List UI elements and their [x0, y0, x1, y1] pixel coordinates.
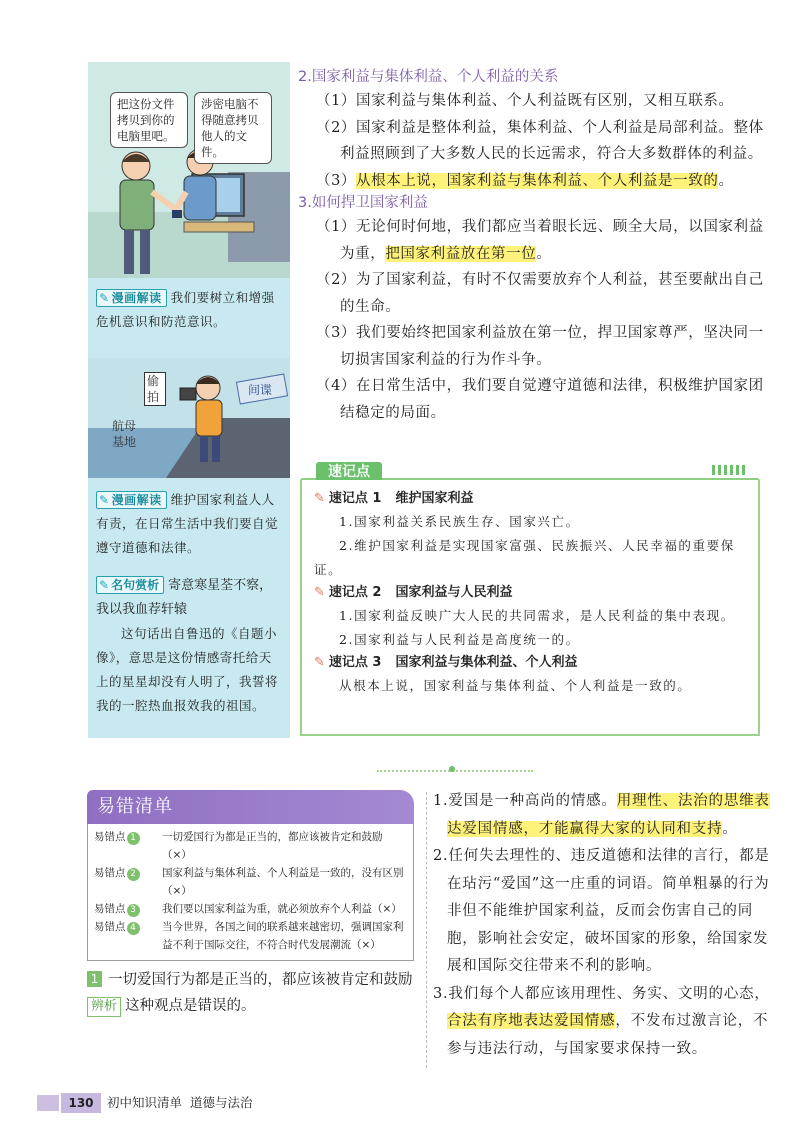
highlight: 从根本上说，国家利益与集体利益、个人利益是一致的 — [356, 172, 719, 189]
error-number: 4 — [127, 922, 140, 935]
error-label — [94, 918, 162, 954]
note-tag-2 — [96, 491, 167, 509]
error-label-text: 易错点 — [94, 867, 126, 879]
error-number: 2 — [127, 868, 140, 881]
analysis-point-1 — [433, 788, 773, 843]
memo-point-title: 国家利益与集体利益、个人利益 — [395, 655, 578, 670]
memo-point-2-line-1: 1.国家利益反映广大人民的共同需求，是人民利益的集中表现。 — [339, 608, 735, 623]
pin-icon: ✎ — [314, 585, 325, 600]
memo-point-title: 维护国家利益 — [395, 491, 474, 506]
speech-bubble-right: 涉密电脑不得随意拷贝他人的文件。 — [194, 92, 272, 164]
error-label — [94, 900, 162, 918]
item-text: （1）无论何时何地，我们都应当着眼长远、顾全大局，以国家利益为重， — [316, 219, 764, 262]
page-footer — [37, 1093, 317, 1113]
memo-point-label: 速记点 3 — [328, 655, 382, 670]
error-label-text: 易错点 — [94, 831, 126, 843]
memo-point-label: 速记点 1 — [328, 491, 382, 506]
section-2-item-3 — [298, 168, 768, 195]
quote-explanation: 这句话出自鲁迅的《自题小像》，意思是这份情感寄托给天上的星星却没有人明了，我誓将我的一腔热血报效我的祖国。 — [96, 626, 279, 713]
comic-icon: ✎ — [99, 291, 110, 305]
note-tag-1 — [96, 289, 167, 307]
memo-point-3-line-1: 从根本上说，国家利益与集体利益、个人利益是一致的。 — [339, 678, 692, 693]
footer-bar — [37, 1095, 59, 1111]
question-number: 1 — [87, 971, 102, 987]
analysis-point-3 — [433, 981, 773, 1064]
memo-tab: 速记点 — [316, 462, 382, 482]
section-3-item-1 — [298, 214, 768, 267]
pin-icon: ✎ — [314, 655, 325, 670]
error-item-1 — [94, 828, 407, 864]
error-item-4 — [94, 918, 407, 954]
quote-line — [96, 574, 282, 622]
section-divider — [377, 770, 533, 772]
memo-body — [300, 480, 760, 736]
error-question — [87, 967, 414, 993]
section-2-item-1: （1）国家利益与集体利益、个人利益既有区别，又相互联系。 — [316, 93, 734, 109]
comic-note-2 — [96, 488, 282, 560]
error-item-2 — [94, 864, 407, 900]
section-3-item-4: （4）在日常生活中，我们要自觉遵守道德和法律，积极维护国家团结稳定的局面。 — [316, 378, 764, 421]
highlight: 合法有序地表达爱国情感 — [447, 1013, 616, 1029]
error-item-3 — [94, 900, 407, 918]
page-number: 130 — [61, 1093, 101, 1113]
divider-dot — [449, 766, 455, 772]
point-suffix: ，不发布过激言论，不参与违法行动，与国家要求保持一致。 — [447, 1013, 769, 1057]
memo-bars-decoration — [712, 465, 746, 475]
analysis-text: 这种观点是错误的。 — [125, 998, 256, 1014]
error-list-title: 易错清单 — [87, 790, 414, 824]
question-analysis — [87, 993, 414, 1019]
point-text: 3.我们每个人都应该用理性、务实、文明的心态， — [433, 985, 770, 1002]
error-list — [87, 790, 414, 1019]
section-3-title: 3.如何捍卫国家利益 — [298, 195, 428, 211]
memo-point-1-line-2: 2.维护国家利益是实现国家富强、民族振兴、人民幸福的重要保证。 — [314, 538, 735, 577]
note-text-2: 维护国家利益人人有责，在日常生活中我们要自觉遵守道德和法律。 — [96, 492, 279, 555]
section-3-item-2: （2）为了国家利益，有时不仅需要放弃个人利益，甚至要献出自己的生命。 — [316, 272, 764, 315]
highlight: 把国家利益放在第一位 — [385, 245, 537, 262]
analysis-points — [433, 788, 773, 1063]
error-label — [94, 828, 162, 864]
comic-spy — [88, 358, 290, 478]
speech-bubble-left: 把这份文件拷贝到你的电脑里吧。 — [110, 92, 188, 148]
label-carrier-base: 航母基地 — [112, 419, 137, 449]
memo-point-1-line-1: 1.国家利益关系民族生存、国家兴亡。 — [339, 514, 580, 529]
point-suffix: 。 — [722, 820, 738, 837]
section-2-item-2: （2）国家利益是整体利益，集体利益、个人利益是局部利益。整体利益照顾到了大多数人民的长远需求，符合大多数群体的利益。 — [316, 119, 764, 162]
memo-point-1-head — [314, 488, 746, 510]
memo-point-2-head — [314, 582, 746, 604]
question-text: 一切爱国行为都是正当的，都应该被肯定和鼓励 — [108, 972, 413, 988]
memo-point-title: 国家利益与人民利益 — [395, 585, 513, 600]
error-number: 1 — [127, 832, 140, 845]
error-label — [94, 864, 162, 900]
error-label-text: 易错点 — [94, 921, 126, 933]
error-list-body — [87, 824, 414, 961]
error-text: 我们要以国家利益为重，就必须放弃个人利益（×） — [162, 903, 402, 915]
item-suffix: 。 — [718, 172, 734, 189]
column-separator — [426, 792, 427, 1068]
error-number: 3 — [127, 904, 140, 917]
comic-file-copy — [88, 62, 290, 278]
comic-note-1 — [96, 286, 282, 334]
famous-quote — [96, 574, 282, 718]
subject-title: 道德与法治 — [189, 1095, 253, 1110]
footer-title — [107, 1093, 252, 1113]
main-content — [298, 66, 768, 426]
quote-tag-label: 名句赏析 — [111, 578, 160, 592]
memo-point-3-head — [314, 652, 746, 674]
highlight: 用理性、法治的思维表达爱国情感，才能赢得大家的认同和支持 — [447, 793, 770, 837]
pin-icon: ✎ — [314, 491, 325, 506]
item-prefix: （3） — [316, 172, 357, 189]
label-spy: 间谍 — [248, 383, 273, 397]
error-text: 当今世界，各国之间的联系越来越密切，强调国家利益不利于国际交往，不符合时代发展潮流（×） — [162, 921, 404, 951]
sidebar — [88, 62, 290, 738]
error-text: 一切爱国行为都是正当的，都应该被肯定和鼓励（×） — [162, 831, 383, 861]
comic-icon: ✎ — [99, 493, 110, 507]
error-label-text: 易错点 — [94, 903, 126, 915]
section-3-item-3: （3）我们要始终把国家利益放在第一位，捍卫国家尊严，坚决同一切损害国家利益的行为作斗争。 — [316, 325, 764, 368]
quote-tag — [96, 576, 164, 594]
section-2-title: 2.国家利益与集体利益、个人利益的关系 — [298, 69, 559, 85]
book-title: 初中知识清单 — [107, 1095, 183, 1110]
note-text-1: 我们要树立和增强危机意识和防范意识。 — [96, 290, 275, 329]
memo-point-label: 速记点 2 — [328, 585, 382, 600]
note-tag-label: 漫画解读 — [111, 291, 162, 305]
memo-box — [300, 462, 768, 738]
quote-icon: ✎ — [99, 578, 110, 592]
item-suffix: 。 — [536, 245, 552, 262]
memo-point-2-line-2: 2.国家利益与人民利益是高度统一的。 — [339, 632, 580, 647]
point-text: 1.爱国是一种高尚的情感。 — [433, 793, 617, 809]
analysis-point-2: 2.任何失去理性的、违反道德和法律的言行，都是在玷污“爱国”这一庄重的词语。简单粗暴的行为非但不能维护国家利益，反而会伤害自己的同胞，影响社会安定，破坏国家的形象，给国家发展和国际交往带来不利的影响。 — [433, 848, 770, 974]
note-tag-label: 漫画解读 — [111, 493, 162, 507]
label-steal-photo: 偷拍 — [144, 372, 166, 406]
quote-text: 寄意寒星荃不察，我以我血荐轩辕 — [96, 578, 273, 617]
analysis-tag: 辨析 — [87, 997, 121, 1017]
error-text: 国家利益与集体利益、个人利益是一致的，没有区别（×） — [162, 867, 404, 897]
